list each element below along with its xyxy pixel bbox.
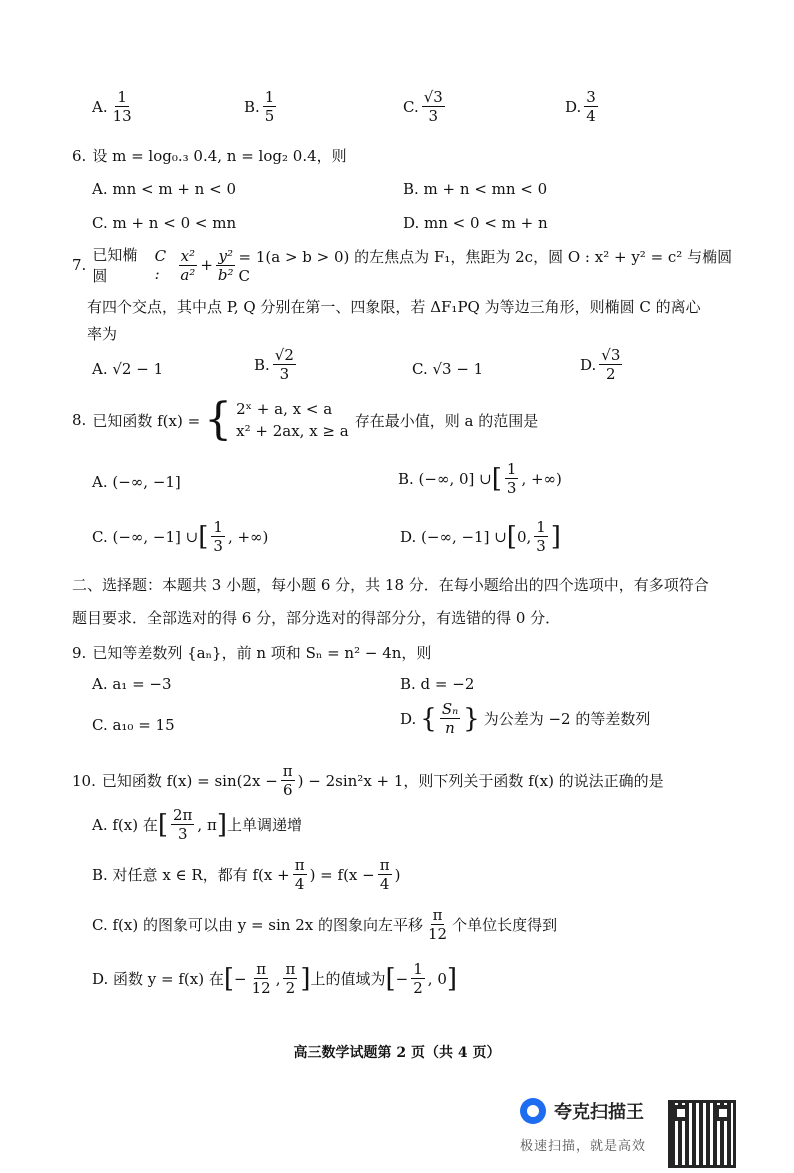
section-2-heading: 二、选择题：本题共 3 小题，每小题 6 分，共 18 分．在每小题给出的四个选项中，有多项符合: [72, 576, 709, 594]
fraction: $\frac{\pi}{12}$: [251, 960, 271, 997]
q8-option-d: D. (−∞, −1] ∪ [ 0, $\frac{1}{3}$ ]: [400, 518, 561, 555]
fraction: $\frac{\text{Sₙ}}{n}$: [441, 700, 459, 737]
fraction: $\frac{1}{2}$: [413, 960, 423, 997]
page-footer: 高三数学试题第 2 页（共 4 页）: [293, 1045, 501, 1061]
q7-option-d: D. $\frac{√3}{2}$: [580, 346, 621, 383]
fraction: $\frac{1}{3}$: [213, 518, 223, 555]
q7-stem-line1: 7. 已知椭圆 C : $\frac{\text{x²}}{\text{a²}}$ + $\frac{\text{y²}}{\text{b²}}$ = 1(a > b > 0) 的左焦点为 F₁，焦距为 2c，圆 O : x² + y² = c² 与椭圆 C: [72, 246, 733, 285]
scanner-brand: 夸克扫描王: [520, 1098, 644, 1124]
q7-option-b: B. $\frac{√2}{3}$: [254, 346, 294, 383]
fraction: $\frac{\pi}{12}$: [428, 906, 448, 943]
fraction: $\frac{3}{4}$: [586, 88, 596, 125]
q10-stem: 10. 已知函数 f(x) = sin(2x − $\frac{\pi}{6}$ ) − 2sin²x + 1，则下列关于函数 f(x) 的说法正确的是: [72, 762, 664, 799]
fraction: $\frac{√2}{3}$: [274, 346, 294, 383]
q6-stem: 6. 设 m = log₀.₃ 0.4, n = log₂ 0.4，则: [72, 146, 347, 165]
q10-option-c: C. f(x) 的图象可以由 y = sin 2x 的图象向左平移 $\frac{\pi}{12}$ 个单位长度得到: [92, 906, 558, 943]
left-brace: {: [204, 394, 233, 445]
q7-stem-line2: 有四个交点，其中点 P, Q 分别在第一、四象限，若 ΔF₁PQ 为等边三角形，则椭圆 C 的离心: [87, 298, 701, 316]
q5-option-a: A. $\frac{1}{13}$: [92, 88, 132, 125]
q7-stem-line3: 率为: [87, 325, 118, 343]
q9-option-b: B. d = −2: [400, 675, 475, 693]
fraction: $\frac{1}{5}$: [264, 88, 275, 125]
q7-option-c: C. √3 − 1: [412, 360, 484, 378]
fraction: $\frac{1}{3}$: [506, 460, 517, 497]
q8-option-c: C. (−∞, −1] ∪ [ $\frac{1}{3}$ , +∞): [92, 518, 269, 555]
q6-option-c: C. m + n < 0 < mn: [92, 214, 237, 232]
q5-option-d: D. $\frac{3}{4}$: [565, 88, 596, 125]
fraction: $\frac{√3}{3}$: [423, 88, 443, 125]
quark-logo-icon: [520, 1098, 546, 1124]
q7-option-a: A. √2 − 1: [92, 360, 164, 378]
fraction: $\frac{√3}{2}$: [601, 346, 621, 383]
fraction: $\frac{\text{y²}}{\text{b²}}$: [217, 246, 234, 284]
fraction: $\frac{2\pi}{3}$: [173, 806, 193, 843]
q6-option-a: A. mn < m + n < 0: [92, 180, 236, 198]
fraction: $\frac{1}{13}$: [112, 88, 132, 125]
q9-option-a: A. a₁ = −3: [92, 675, 172, 693]
q9-option-c: C. a₁₀ = 15: [92, 716, 175, 734]
fraction: $\frac{\pi}{2}$: [285, 960, 296, 997]
q6-option-d: D. mn < 0 < m + n: [403, 214, 548, 232]
q5-option-b: B. $\frac{1}{5}$: [244, 88, 275, 125]
q9-stem: 9. 已知等差数列 {aₙ}，前 n 项和 Sₙ = n² − 4n，则: [72, 643, 432, 662]
qr-code-icon: [668, 1100, 736, 1168]
section-2-instructions: 题目要求．全部选对的得 6 分，部分选对的得部分分，有选错的得 0 分．: [72, 609, 561, 627]
fraction: $\frac{\pi}{6}$: [282, 762, 293, 799]
fraction: $\frac{\pi}{4}$: [379, 856, 390, 893]
q8-option-a: A. (−∞, −1]: [92, 473, 181, 491]
scanner-tagline: 极速扫描，就是高效: [520, 1139, 647, 1154]
fraction: $\frac{\text{x²}}{\text{a²}}$: [180, 246, 196, 284]
q5-option-c: C. $\frac{√3}{3}$: [403, 88, 443, 125]
piecewise: 2ˣ + a, x < a x² + 2ax, x ≥ a: [236, 400, 349, 440]
q8-stem: 8. 已知函数 f(x) = { 2ˣ + a, x < a x² + 2ax, x ≥ a 存在最小值，则 a 的范围是: [72, 394, 539, 445]
q6-option-b: B. m + n < mn < 0: [403, 180, 548, 198]
fraction: $\frac{1}{3}$: [536, 518, 546, 555]
q10-option-a: A. f(x) 在 [ $\frac{2\pi}{3}$ , π ] 上单调递增: [92, 806, 302, 843]
fraction: $\frac{\pi}{4}$: [294, 856, 305, 893]
q9-option-d: D. { $\frac{\text{Sₙ}}{n}$ } 为公差为 −2 的等差数列: [400, 700, 651, 737]
q10-option-d: D. 函数 y = f(x) 在 [ − $\frac{\pi}{12}$ , $\frac{\pi}{2}$ ] 上的值域为 [ − $\frac{1}{2}$ , 0 ]: [92, 960, 458, 997]
q8-option-b: B. (−∞, 0] ∪ [ $\frac{1}{3}$ , +∞): [398, 460, 562, 497]
q10-option-b: B. 对任意 x ∈ R，都有 f(x + $\frac{\pi}{4}$ ) = f(x − $\frac{\pi}{4}$ ): [92, 856, 401, 893]
